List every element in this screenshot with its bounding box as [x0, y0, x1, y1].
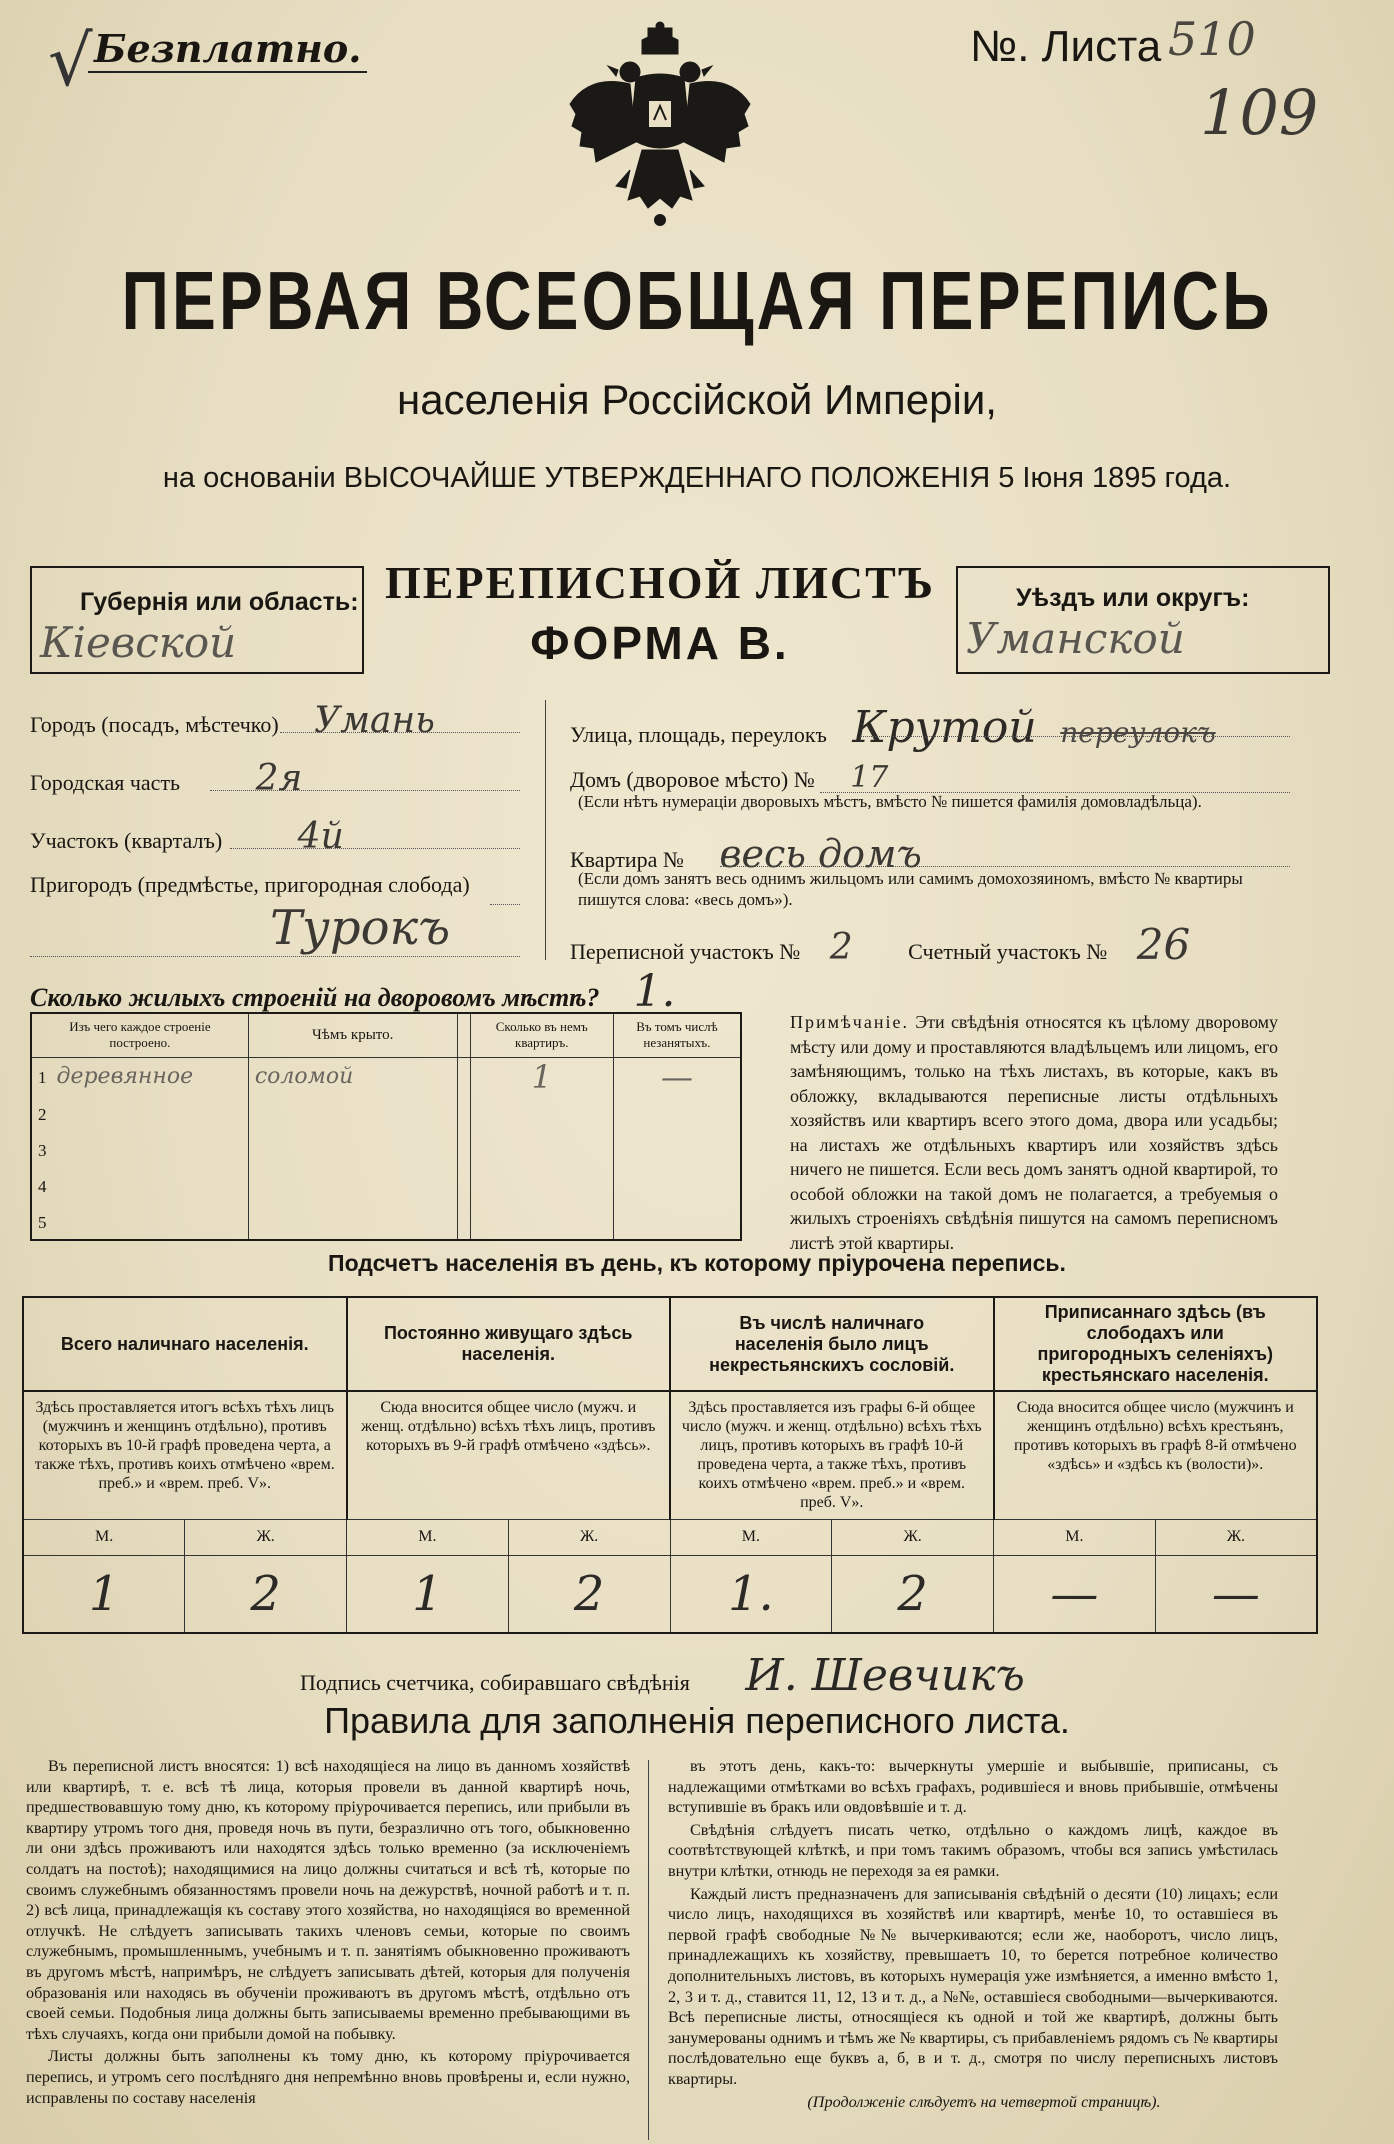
- address-divider: [545, 700, 546, 960]
- count-mf-label-row: [23, 1519, 1317, 1555]
- rules-paragraph: (Продолженіе слѣдуетъ на четвертой страницѣ).: [807, 2092, 1161, 2111]
- rules-title: Правила для заполненія переписного листа.: [324, 1700, 1070, 1741]
- suburb-value: Турокъ: [270, 900, 451, 956]
- male-label: М.: [670, 1519, 832, 1555]
- male-label: М.: [23, 1519, 185, 1555]
- free-label: Безплатно.: [88, 26, 367, 73]
- count-head-row: [23, 1297, 1317, 1391]
- street-label: Улица, площадь, переулокъ: [570, 722, 827, 747]
- count-col-desc: Здѣсь проставляется изъ графы 6-й общее число (мужч. и женщ. отдѣльно) всѣхъ тѣхъ лицъ, противъ которыхъ въ графѣ 10-й проведена черта, а также тѣхъ, противъ коихъ отмѣчено «врем. преб.» и «врем. преб. V».: [670, 1391, 994, 1519]
- street-row: [570, 702, 1290, 753]
- building-apartments: 1: [531, 1057, 552, 1096]
- building-row: [31, 1168, 741, 1204]
- row-number: 4: [38, 1177, 47, 1196]
- col-roof: Чѣмъ крыто.: [248, 1013, 457, 1057]
- row-number: 5: [38, 1212, 47, 1232]
- city-value: Умань: [314, 700, 435, 741]
- rules-paragraph: Каждый листъ предназначенъ для записыванія свѣдѣній о десяти (10) лицахъ; если число лицъ, находящихся въ хозяйствѣ или квартирѣ, менѣе 10, то оставшіеся въ первой графѣ свободные №№ вычеркиваются; если же, наоборотъ, число лицъ, принадлежащихъ къ хозяйству, превышаетъ 10, то берется потребное количество дополнительныхъ листовъ, въ которыхъ нумерація уже измѣняется, а именно вмѣсто 1, 2, 3 и т. д., ставится 11, 12, 13 и т. д., а №№, оставшіеся свободными—вычеркиваются. Всѣ переписные листы, относящіеся къ одной и той же квартирѣ, должны быть занумерованы однимъ и тѣмъ же № квартиры, съ прибавленіемъ рядомъ съ № квартиры послѣдовательно еще буквъ а, б, в и т. д., смотря по числу переписныхъ листовъ квартиры.: [668, 1884, 1278, 2088]
- sheet-no-corner: 109: [1200, 76, 1319, 149]
- sheet-no-label: №. Листа: [970, 22, 1162, 71]
- main-title: ПЕРВАЯ ВСЕОБЩАЯ ПЕРЕПИСЬ: [121, 253, 1273, 347]
- count-col-desc: Сюда вносится общее число (мужчинъ и женщинъ отдѣльно) всѣхъ крестьянъ, противъ которыхъ въ графѣ 8-й отмѣчено «здѣсь» и «здѣсь къ (волости)».: [994, 1391, 1318, 1519]
- city-part-label: Городская часть: [30, 770, 181, 795]
- precinct-label: Участокъ (кварталъ): [30, 828, 223, 853]
- male-label: М.: [994, 1519, 1156, 1555]
- female-count: 2: [832, 1555, 994, 1633]
- district-label: Уѣздъ или округъ:: [1016, 584, 1250, 612]
- check-mark: √: [48, 20, 93, 102]
- count-title: Подсчетъ населенія въ день, къ которому пріурочена перепись.: [328, 1250, 1066, 1276]
- col-material: Изъ чего каждое строеніе построено.: [31, 1013, 248, 1057]
- male-count: 1.: [670, 1555, 832, 1633]
- house-note: (Если нѣтъ нумераціи дворовыхъ мѣстъ, вмѣсто № пишется фамилія домовладѣльца).: [578, 792, 1202, 811]
- house-label: Домъ (дворовое мѣсто) №: [570, 767, 815, 792]
- note-label: Примѣчаніе.: [790, 1012, 909, 1032]
- street-value: Крутой: [852, 702, 1037, 753]
- buildings-answer: 1.: [633, 966, 676, 1017]
- count-col-head: Приписаннаго здѣсь (въ слободахъ или пригородныхъ селеніяхъ) крестьянскаго населенія.: [994, 1297, 1318, 1391]
- rules-left: [26, 1756, 630, 2110]
- row-number: 3: [38, 1141, 47, 1160]
- col-apartments: Сколько въ немъ квартиръ.: [470, 1013, 613, 1057]
- count-col-head: Постоянно живущаго здѣсь населенія.: [347, 1297, 671, 1391]
- city-part-value: 2я: [255, 758, 303, 799]
- female-count: 2: [185, 1555, 347, 1633]
- female-label: Ж.: [508, 1519, 670, 1555]
- building-row: [31, 1096, 741, 1132]
- rules-paragraph: Свѣдѣнія слѣдуетъ писать четко, отдѣльно о каждомъ лицѣ, каждое въ соотвѣтствующей клѣткѣ, и при томъ такимъ образомъ, чтобы вся запись умѣстилась внутри клѣтки, отнюдь не переходя за ея рамки.: [668, 1820, 1278, 1880]
- female-label: Ж.: [1155, 1519, 1317, 1555]
- buildings-question: Сколько жилыхъ строеній на дворовомъ мѣстѣ?: [30, 983, 600, 1012]
- sheet-title: ПЕРЕПИСНОЙ ЛИСТЪ: [384, 557, 936, 608]
- note-text: Эти свѣдѣнія относятся къ цѣлому дворовому мѣсту или дому и проставляются владѣльцемъ или лицомъ, его замѣняющимъ, только на тѣхъ листахъ, въ которые, какъ въ обложку, вкладываются переписные листы отдѣльныхъ хозяйствъ или квартиръ всего этого дома, двора или усадьбы; на листахъ же отдѣльныхъ квартиръ или хозяйствъ здѣсь ничего не пишется. Если весь домъ занятъ одной квартирой, то особой обложки на такой домъ не полагается, а требуемыя о жилыхъ строеніяхъ свѣдѣнія пишутся на самомъ переписномъ листѣ этой квартиры.: [790, 1012, 1278, 1253]
- building-material: деревянное: [56, 1064, 194, 1089]
- eagle-emblem-icon: [560, 20, 760, 230]
- district-value: Уманской: [966, 614, 1185, 663]
- street-struck-word: переулокъ: [1060, 716, 1216, 749]
- row-number: 2: [38, 1105, 47, 1124]
- precinct-value: 4й: [297, 816, 344, 857]
- rules-paragraph: Въ переписной листъ вносятся: 1) всѣ находящіеся на лицо въ данномъ хозяйствѣ или квартирѣ, т. е. всѣ тѣ лица, которыя провели въ данной квартирѣ ночь, предшествовавшую тому дню, къ которому пріурочивается перепись, или прибыли въ квартиру утромъ того дня, проведя ночь въ пути, безразлично отъ того, обыкновенно ли они здѣсь проживаютъ или находятся здѣсь только временно (за исключеніемъ солдатъ на постоѣ); находящимися на лицо должны считаться и всѣ тѣ, которые по своимъ служебнымъ обязанностямъ провели ночь на дежурствѣ, ночной работѣ и т. п. 2) всѣ лица, принадлежащія къ составу этого хозяйства, но находящіяся во временной отлучкѣ. Не слѣдуетъ записывать такихъ членовъ семьи, которые по своимъ служебнымъ, промышленнымъ, учебнымъ и т. п. занятіямъ обыкновенно проживаютъ въ другомъ мѣстѣ, напримѣръ, не слѣдуетъ записывать дѣтей, которыя для полученія образованія или находясь въ обученіи проживаютъ въ другомъ мѣстѣ, отдѣльно отъ своей семьи. Подобныя лица должны быть записываемы временно пребывающими въ тѣхъ случаяхъ, когда они прибыли домой на побывку.: [26, 1757, 630, 2043]
- building-row: [31, 1204, 741, 1240]
- signature-label: Подпись счетчика, собиравшаго свѣдѣнія: [300, 1670, 690, 1695]
- male-label: М.: [347, 1519, 509, 1555]
- count-value-row: [23, 1555, 1317, 1633]
- basis-line: на основаніи ВЫСОЧАЙШЕ УТВЕРЖДЕННАГО ПОЛОЖЕНІЯ 5 Іюня 1895 года.: [162, 462, 1232, 494]
- building-roof: соломой: [254, 1064, 354, 1089]
- province-label: Губернія или область:: [80, 588, 359, 616]
- census-precinct-value: 2: [829, 927, 853, 968]
- precinct-row: [30, 816, 520, 857]
- count-col-desc: Здѣсь проставляется итогъ всѣхъ тѣхъ лицъ (мужчинъ и женщинъ отдѣльно), противъ которыхъ въ 10-й графѣ проведена черта, а также тѣхъ, противъ коихъ отмѣчено «врем. преб.» и «врем. преб. V».: [23, 1391, 347, 1519]
- rules-paragraph: Листы должны быть заполнены къ тому дню, къ которому пріурочивается перепись, и утромъ сего послѣдняго дня непремѣнно вновь провѣрены и, если нужно, исправлены по составу населенія: [26, 2047, 630, 2107]
- male-count: 1: [347, 1555, 509, 1633]
- col-vacant: Въ томъ числѣ незанятыхъ.: [613, 1013, 741, 1057]
- count-col-head: Всего наличнаго населенія.: [23, 1297, 347, 1391]
- female-label: Ж.: [185, 1519, 347, 1555]
- building-vacant: —: [660, 1057, 693, 1096]
- count-table: [22, 1296, 1318, 1634]
- rules-right: [668, 1756, 1278, 2114]
- female-label: Ж.: [832, 1519, 994, 1555]
- census-precinct-label: Переписной участокъ №: [570, 939, 801, 964]
- male-count: 1: [23, 1555, 185, 1633]
- house-value: 17: [850, 760, 889, 795]
- signature-value: И. Шевчикъ: [745, 1650, 1025, 1701]
- suburb-label: Пригородъ (предмѣстье, пригородная слобода): [30, 872, 470, 897]
- male-count: —: [994, 1555, 1156, 1633]
- female-count: 2: [508, 1555, 670, 1633]
- city-row: [30, 700, 520, 741]
- row-number: 1: [38, 1068, 47, 1087]
- building-row: [31, 1057, 741, 1096]
- signature-row: [300, 1650, 1160, 1701]
- census-precinct-row: [570, 920, 1290, 969]
- form-label: ФОРМА В.: [530, 617, 790, 669]
- sheet-no-value: 510: [1168, 12, 1256, 66]
- apartment-label: Квартира №: [570, 847, 684, 872]
- count-desc-row: [23, 1391, 1317, 1519]
- count-col-desc: Сюда вносится общее число (мужч. и женщ. отдѣльно) всѣхъ тѣхъ лицъ, противъ которыхъ въ 9-й графѣ отмѣчено «здѣсь».: [347, 1391, 671, 1519]
- building-row: [31, 1132, 741, 1168]
- house-row: [570, 760, 1290, 795]
- apartment-note: (Если домъ занятъ весь однимъ жильцомъ или самимъ домохозяиномъ, вмѣсто № квартиры пишутся слова: «весь домъ»).: [578, 869, 1243, 909]
- suburb-dotline: [30, 956, 520, 957]
- count-col-head: Въ числѣ наличнаго населенія было лицъ некрестьянскихъ сословій.: [670, 1297, 994, 1391]
- buildings-note: [790, 1010, 1278, 1255]
- apartment-value: весь домъ: [719, 832, 922, 876]
- city-part-row: [30, 758, 520, 799]
- female-count: —: [1155, 1555, 1317, 1633]
- suburb-row: [30, 872, 520, 898]
- count-precinct-value: 26: [1136, 920, 1191, 969]
- rules-paragraph: въ этотъ день, какъ-то: вычеркнуты умершіе и выбывшіе, приписаны, съ надлежащими отмѣтками во всѣхъ графахъ, родившіеся и вновь прибывшіе, отмѣчены вступившіе въ бракъ или овдовѣвшіе и т. д.: [668, 1757, 1278, 1817]
- rules-divider: [648, 1760, 649, 2140]
- province-value: Кіевской: [40, 618, 237, 667]
- count-precinct-label: Счетный участокъ №: [908, 939, 1108, 964]
- sub-title: населенія Россійской Имперіи,: [397, 376, 997, 423]
- city-label: Городъ (посадъ, мѣстечко): [30, 712, 279, 737]
- buildings-question-row: [30, 966, 730, 1017]
- buildings-table: [30, 1012, 742, 1241]
